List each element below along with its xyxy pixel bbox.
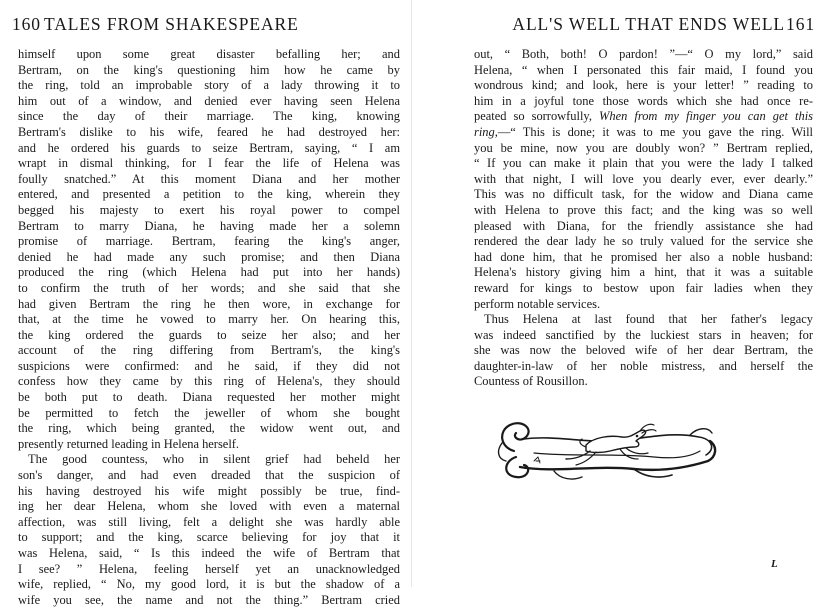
- text-line-content: had done him, that he promised her also a noble husband:: [474, 249, 813, 264]
- text-line-content: him out of a window, and denied ever having seen Helena: [18, 93, 400, 108]
- right-page-number: 161: [786, 14, 815, 34]
- text-line: [18, 250, 400, 266]
- text-line-content: the ring, which being granted, the widow went out, and: [18, 421, 400, 436]
- text-line: [18, 109, 400, 125]
- text-line-content: I see? ” Helena, feeling herself yet an unacknowledged: [18, 561, 400, 576]
- text-line: [474, 94, 813, 110]
- text-line-content: with Helena to prove this fact; and the king was so well: [474, 202, 813, 217]
- text-line-content: begged his majesty to exert his royal power to compel: [18, 202, 400, 217]
- text-line-content: suspicions were confirmed: and he said, if they did not: [18, 358, 400, 373]
- text-line: [18, 484, 400, 500]
- text-line: [18, 452, 400, 468]
- text-line-content: you be mine, now you are doubly won? ” Bertram replied,: [474, 140, 813, 155]
- text-line-content: account of the ring differing from Bertram's, the king's: [18, 343, 400, 358]
- text-line: [474, 250, 813, 266]
- left-page: [0, 0, 412, 607]
- text-line: [474, 343, 813, 359]
- text-line: [18, 297, 400, 313]
- text-line: [18, 234, 400, 250]
- left-page-number: 160: [12, 14, 41, 34]
- left-page-text: [18, 47, 400, 608]
- text-line-content: to confirm the truth of her words; and she said that she: [18, 280, 400, 295]
- text-line-content: the king ordered the guards to seize her also; and her: [18, 327, 400, 342]
- text-line-content: out, “ Both, both! O pardon! ”—“ O my lord,” said: [474, 47, 813, 61]
- text-line-content: to support; and the king, scarce believing for joy that it: [18, 530, 400, 545]
- text-line: [474, 328, 813, 344]
- text-line: [474, 265, 813, 281]
- text-line-content: produced the ring (which Helena had put into her hands): [18, 265, 400, 280]
- text-line: [474, 63, 813, 79]
- text-line: [474, 234, 813, 250]
- text-line: [18, 203, 400, 219]
- text-line-content: was Helena, said, “ Is this indeed the wife of Bertram that: [18, 546, 400, 560]
- text-line: [18, 562, 400, 578]
- text-line-content: with that night, I will love you dearly ever, ever dearly.”: [474, 171, 813, 186]
- text-line-content: be permitted to fetch the jeweller of whom she bought: [18, 405, 400, 420]
- text-line: [474, 281, 813, 297]
- text-line-content: wife you see, the name and not the thing.” Bertram cried: [18, 592, 400, 607]
- text-line: [18, 281, 400, 297]
- text-line-content: rendered the dear lady he so truly valued for the service she: [474, 234, 813, 249]
- text-line: [18, 593, 400, 608]
- text-line: [18, 328, 400, 344]
- text-line: [18, 312, 400, 328]
- text-line-content: Bertram, on the king's questioning him how he came by: [18, 62, 400, 77]
- text-line-content: that, at the time he vowed to marry her. On hearing this,: [18, 312, 400, 327]
- text-line: [18, 125, 400, 141]
- text-line-content: perform notable services.: [474, 296, 601, 311]
- text-line: [18, 187, 400, 203]
- text-line: [18, 63, 400, 79]
- text-line: [474, 47, 813, 63]
- text-line-content: The good countess, who in silent grief had beheld her: [28, 452, 400, 467]
- text-line: [474, 297, 813, 313]
- text-line: [18, 156, 400, 172]
- text-line: [474, 219, 813, 235]
- text-line: [18, 546, 400, 562]
- text-line-content: Helena's history giving him a hint, that it was a suitable: [474, 265, 813, 280]
- text-line: [18, 343, 400, 359]
- text-line-content: be both put to death. Diana requested her mother might: [18, 390, 400, 405]
- text-line: [474, 156, 813, 172]
- text-line-content: himself upon some great disaster befalling her; and: [18, 47, 400, 61]
- text-line-content: his having destroyed his wife might possibly be true, find-: [18, 483, 400, 498]
- text-line: [474, 109, 813, 125]
- text-line-content: This was no difficult task, for the widow and Diana came: [474, 187, 813, 202]
- text-line-content: Bertram to marry Diana, he having made her a solemn: [18, 218, 400, 233]
- text-line: [474, 141, 813, 157]
- text-line-content: reward for kings to bestow upon fair ladies when they: [474, 280, 813, 295]
- right-page: [412, 0, 825, 587]
- text-line-content: presently returned leading in Helena herself.: [18, 436, 240, 451]
- text-line-content: Bertram's dislike to his wife, feared he had destroyed her:: [18, 124, 400, 139]
- text-line-content: denied he had made any such promise; and then Diana: [18, 249, 400, 264]
- text-line: [18, 265, 400, 281]
- text-line-content: wrapt in dismal thinking, for I fear the life of Helena was: [18, 156, 400, 171]
- text-line: [474, 374, 813, 390]
- text-line-content: and he ordered his guards to seize Bertram, saying, “ I am: [18, 140, 400, 155]
- text-line-content: the ring, told an improbable story of a lady throwing it to: [18, 78, 400, 93]
- text-line-content: wondrous kind; and look, here is your letter! ” reading to: [474, 78, 813, 93]
- text-line: [18, 577, 400, 593]
- text-line-content: was indeed sanctified by the luckiest stars in heaven; for: [474, 327, 813, 342]
- text-line-content: pleased with Diana, for the friendly assistance she had: [474, 218, 813, 233]
- text-line-content: peated so sorrowfully,: [474, 109, 599, 124]
- text-line: [474, 172, 813, 188]
- running-hare-ornament-icon: [494, 417, 720, 483]
- text-line: [18, 78, 400, 94]
- text-line-content: promise of marriage. Bertram, fearing the king's anger,: [18, 234, 400, 249]
- text-line: [18, 141, 400, 157]
- text-line: [18, 172, 400, 188]
- text-line: [18, 421, 400, 437]
- text-line: [474, 359, 813, 375]
- left-running-title: TALES FROM SHAKESPEARE: [44, 14, 299, 34]
- text-line-content: wife, replied, “ No, my good lord, it is but the shadow of a: [18, 577, 400, 592]
- right-page-header: [472, 14, 815, 40]
- text-line: [18, 515, 400, 531]
- italic-quote: When from my finger you can get this: [599, 109, 813, 124]
- text-line: [18, 468, 400, 484]
- text-line-continuation: —“ This is done; it was to me you gave the ring. Will: [497, 124, 813, 139]
- text-line: [18, 374, 400, 390]
- text-line: [474, 312, 813, 328]
- text-line: [18, 390, 400, 406]
- text-line: [18, 406, 400, 422]
- text-line-content: entered, and presented a petition to the king, wherein they: [18, 187, 400, 202]
- text-line-content: him in a joyful tone those words which she had once re-: [474, 93, 813, 108]
- italic-quote: ring,: [474, 124, 498, 139]
- right-running-title: ALL'S WELL THAT ENDS WELL: [512, 14, 785, 34]
- text-line: [474, 203, 813, 219]
- text-line-content: since the day of their marriage. The king, knowing: [18, 109, 400, 124]
- right-page-text: [474, 47, 813, 390]
- text-line-content: Countess of Rousillon.: [474, 374, 588, 389]
- signature-mark: L: [771, 558, 778, 570]
- text-line-content: Helena, “ when I personated this fair maid, I found you: [474, 62, 813, 77]
- text-line-content: daughter-in-law of her noble mistress, and herself the: [474, 358, 813, 373]
- text-line: [18, 94, 400, 110]
- text-line: [18, 499, 400, 515]
- text-line-content: had given Bertram the ring he then wore, in exchange for: [18, 296, 400, 311]
- text-line: [18, 219, 400, 235]
- text-line: [474, 187, 813, 203]
- text-line-content: confess how they came by this ring of Helena's, they should: [18, 374, 400, 389]
- left-page-header: [12, 14, 406, 40]
- text-line-content: ing her dear Helena, whom she loved with even a maternal: [18, 499, 400, 514]
- text-line-content: foully snatched.” At this moment Diana and her mother: [18, 171, 400, 186]
- text-line: [18, 47, 400, 63]
- text-line-content: son's danger, and had even dreaded that the suspicion of: [18, 468, 400, 483]
- text-line-content: Thus Helena at last found that her father's legacy: [484, 312, 813, 327]
- text-line-content: affection, was still living, felt a delight she was hardly able: [18, 514, 400, 529]
- text-line: [18, 437, 400, 453]
- text-line: [474, 125, 813, 141]
- text-line: [18, 530, 400, 546]
- text-line: [18, 359, 400, 375]
- text-line: [474, 78, 813, 94]
- text-line-content: she was now the beloved wife of her dear Bertram, the: [474, 343, 813, 358]
- text-line-content: “ If you can make it plain that you were the lady I talked: [474, 156, 813, 171]
